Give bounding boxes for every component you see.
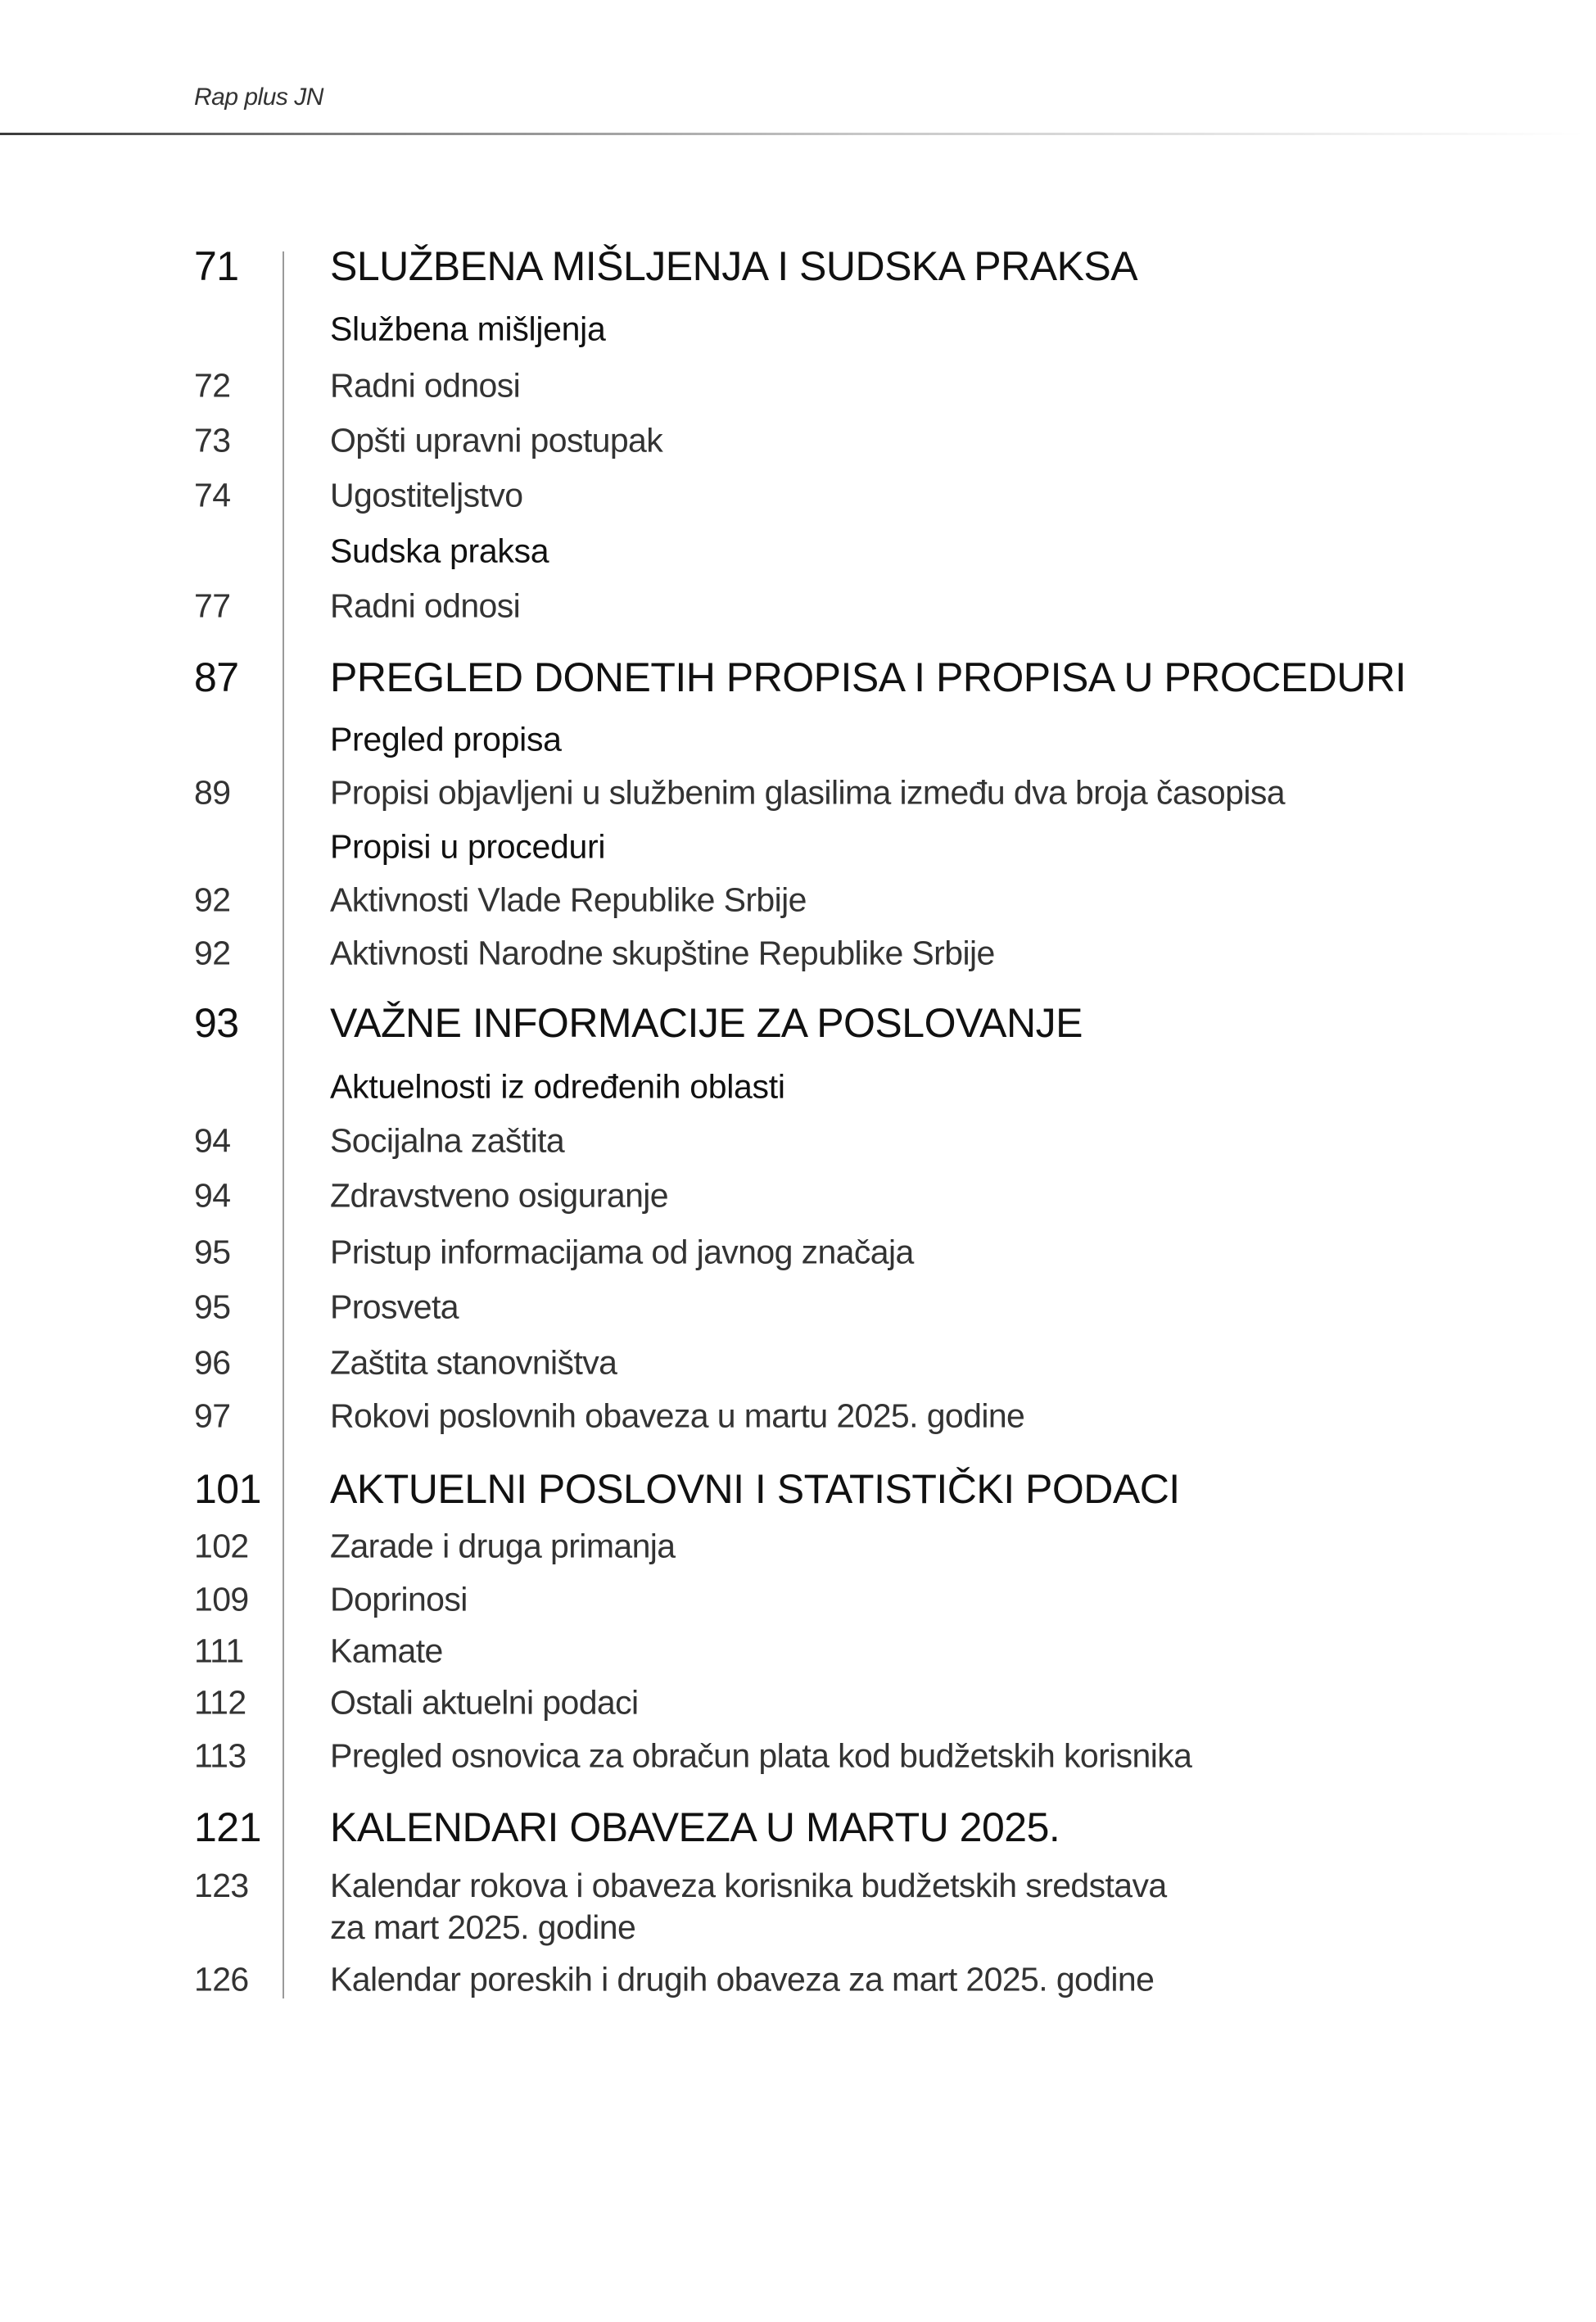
toc-entry-title: Propisi objavljeni u službenim glasilima između dva broja časopisa bbox=[330, 773, 1285, 812]
toc-section-title: KALENDARI OBAVEZA U MARTU 2025. bbox=[330, 1804, 1060, 1850]
toc-entry-title: Opšti upravni postupak bbox=[330, 421, 663, 459]
toc-entry-title: Pristup informacijama od javnog značaja bbox=[330, 1233, 914, 1271]
toc-page-number: 89 bbox=[194, 773, 231, 812]
toc-entry-title: Prosveta bbox=[330, 1288, 459, 1326]
toc-page-number: 92 bbox=[194, 934, 231, 972]
toc-page-number: 111 bbox=[194, 1632, 244, 1670]
toc-vertical-divider bbox=[283, 251, 284, 1998]
toc-page-number: 95 bbox=[194, 1288, 231, 1326]
toc-page-number: 101 bbox=[194, 1466, 261, 1512]
toc-entry-title: Zarade i druga primanja bbox=[330, 1527, 676, 1565]
toc-entry-title: Zaštita stanovništva bbox=[330, 1343, 617, 1382]
toc-subheading-title: Aktuelnosti iz određenih oblasti bbox=[330, 1067, 785, 1106]
toc-subheading-title: Službena mišljenja bbox=[330, 310, 606, 348]
toc-entry-title: Ugostiteljstvo bbox=[330, 476, 523, 514]
toc-subheading-title: Pregled propisa bbox=[330, 720, 562, 758]
toc-page-number: 112 bbox=[194, 1683, 246, 1722]
toc-page-number: 92 bbox=[194, 880, 231, 919]
toc-page-number: 121 bbox=[194, 1804, 261, 1850]
toc-page-number: 72 bbox=[194, 366, 231, 405]
toc-page-number: 71 bbox=[194, 243, 239, 289]
toc-subheading-title: Sudska praksa bbox=[330, 532, 549, 570]
toc-entry-title: Radni odnosi bbox=[330, 366, 521, 405]
toc-entry-title: Kalendar rokova i obaveza korisnika budžetskih sredstava bbox=[330, 1867, 1167, 1904]
toc-page-number: 97 bbox=[194, 1396, 231, 1435]
toc-entry-title-line2: za mart 2025. godine bbox=[330, 1908, 636, 1946]
toc-entry-title: Radni odnosi bbox=[330, 586, 521, 625]
toc-page-number: 94 bbox=[194, 1121, 231, 1160]
toc-page-number: 126 bbox=[194, 1960, 249, 1998]
toc-entry-title: Kalendar poreskih i drugih obaveza za mart 2025. godine bbox=[330, 1960, 1155, 1998]
toc-page-number: 109 bbox=[194, 1580, 249, 1618]
toc-entry-title: Aktivnosti Vlade Republike Srbije bbox=[330, 880, 807, 919]
toc-page-number: 102 bbox=[194, 1527, 249, 1565]
toc-page-number: 74 bbox=[194, 476, 231, 514]
toc-page-number: 95 bbox=[194, 1233, 231, 1271]
toc-section-title: AKTUELNI POSLOVNI I STATISTIČKI PODACI bbox=[330, 1466, 1180, 1512]
toc-entry-title: Rokovi poslovnih obaveza u martu 2025. godine bbox=[330, 1396, 1025, 1435]
toc-page-number: 87 bbox=[194, 654, 239, 700]
toc-entry-title: Ostali aktuelni podaci bbox=[330, 1683, 639, 1722]
toc-page-number: 77 bbox=[194, 586, 231, 625]
toc-section-title: SLUŽBENA MIŠLJENJA I SUDSKA PRAKSA bbox=[330, 243, 1138, 289]
toc-entry-title: Doprinosi bbox=[330, 1580, 468, 1618]
toc-entry-title: Kamate bbox=[330, 1632, 443, 1670]
toc-entry-title-block bbox=[330, 1865, 1167, 1949]
header-rule bbox=[0, 133, 1585, 135]
toc-entry-title: Pregled osnovica za obračun plata kod budžetskih korisnika bbox=[330, 1736, 1192, 1775]
toc-entry-title: Aktivnosti Narodne skupštine Republike Srbije bbox=[330, 934, 995, 972]
toc-page-number: 93 bbox=[194, 1000, 239, 1046]
toc-page-number: 94 bbox=[194, 1176, 231, 1215]
toc-section-title: VAŽNE INFORMACIJE ZA POSLOVANJE bbox=[330, 1000, 1083, 1046]
toc-entry-title: Zdravstveno osiguranje bbox=[330, 1176, 668, 1215]
toc-subheading-title: Propisi u proceduri bbox=[330, 827, 606, 866]
toc-page-number: 113 bbox=[194, 1736, 246, 1775]
toc-page-number: 123 bbox=[194, 1867, 249, 1904]
toc-page-number: 96 bbox=[194, 1343, 231, 1382]
toc-page-number: 73 bbox=[194, 421, 231, 459]
running-header-title: Rap plus JN bbox=[194, 84, 323, 111]
toc-section-title: PREGLED DONETIH PROPISA I PROPISA U PROCEDURI bbox=[330, 654, 1406, 700]
toc-entry-title: Socijalna zaštita bbox=[330, 1121, 565, 1160]
